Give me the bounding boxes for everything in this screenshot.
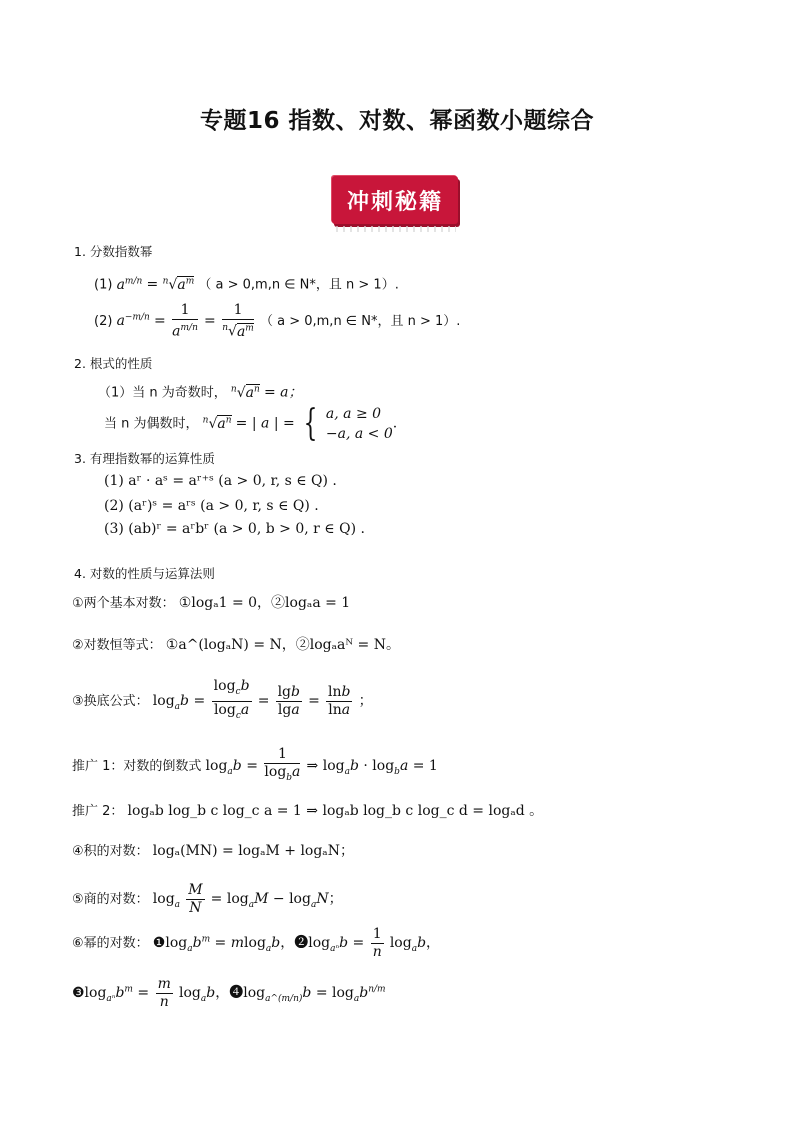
log-quotient: ⑤商的对数： $\log_a$ $\frac{M}{N}$ = $\log_aM - \log_aN$；: [72, 882, 343, 916]
generalization-2: [72, 802, 543, 821]
generalization-1-label: 推广 1：对数的倒数式: [72, 758, 202, 774]
formula-1-1: (1) $a^{m/n} = ^n√a^m$ （ a > 0,m,n ∈ N*，且 n > 1）.: [94, 276, 399, 293]
formula-1-2-condition: （ a > 0,m,n ∈ N*，且 n > 1）.: [259, 313, 461, 329]
log-product: [72, 842, 354, 861]
log-basic-math: ①logₐ1 = 0，②logₐa = 1: [178, 595, 351, 611]
page-title: 专题16 指数、对数、幂函数小题综合: [199, 108, 594, 134]
log-identity-label: ②对数恒等式：: [72, 638, 162, 653]
log-power: ⑥幂的对数： $❶\log_ab^m = mlog_ab$，$❷\log_{a^n}b$ = $\frac{1}{n}$ $\log_ab$，: [72, 926, 441, 960]
root-even-eq: = | a | =: [235, 415, 295, 432]
log-identity: [72, 636, 400, 655]
root-odd-text: （1）当 n 为奇数时，: [98, 385, 227, 401]
formula-1-2-label: (2): [94, 313, 113, 329]
formula-1-2: (2) $a^{-m/n}$ = $\frac{1}{a^{m/n}}$ = $\frac{1}{^n√a^m}$ （ a > 0,m,n ∈ N*，且 n > 1）.: [94, 302, 461, 340]
section-4-heading: 4. 对数的性质与运算法则: [74, 566, 215, 581]
generalization-2-label: 推广 2：: [72, 804, 124, 819]
root-even: 当 n 为偶数时， $^n√a^n$ = | a | = { a, a ≥ 0 −a, a < 0 .: [104, 403, 398, 444]
root-odd: （1）当 n 为奇数时， $^n√a^n = a$；: [98, 384, 303, 401]
log-product-label: ④积的对数：: [72, 844, 149, 859]
section-badge: 冲刺秘籍: [332, 176, 458, 224]
change-of-base-label: ③换底公式：: [72, 693, 149, 709]
root-even-text: 当 n 为偶数时，: [104, 416, 199, 432]
log-quotient-label: ⑤商的对数：: [72, 892, 149, 907]
formula-1-1-label: (1): [94, 277, 113, 293]
section-3-heading: 3. 有理指数幂的运算性质: [74, 451, 215, 466]
section-1-heading: 1. 分数指数幂: [74, 244, 153, 259]
formula-1-1-condition: （ a > 0,m,n ∈ N*，且 n > 1）.: [198, 277, 399, 293]
change-of-base: ③换底公式： $\log_ab$ = $\frac{\log_cb}{\log_ca}$ = $\frac{\lg b}{\lg a}$ = $\frac{\ln b}{\ln a}$ ；: [72, 678, 373, 721]
log-product-math: logₐ(MN) = logₐM + logₐN；: [152, 843, 354, 859]
log-power-label: ⑥幂的对数：: [72, 936, 149, 951]
exp-rule-1: (1) aʳ · aˢ = aʳ⁺ˢ (a > 0, r, s ∈ Q) .: [104, 473, 337, 489]
exp-rule-3: (3) (ab)ʳ = aʳbʳ (a > 0, b > 0, r ∈ Q) .: [104, 521, 365, 537]
log-identity-math: ①a^(logₐN) = N，②logₐaᴺ = N。: [165, 637, 400, 653]
log-basic-label: ①两个基本对数：: [72, 596, 175, 611]
generalization-1: 推广 1：对数的倒数式 $\log_ab$ = $\frac{1}{\log_ba}$ ⇒ $\log_ab \cdot \log_ba = 1$: [72, 746, 438, 783]
badge-decoration: [336, 226, 456, 232]
log-basic: [72, 594, 350, 613]
case-2: −a, a < 0: [325, 426, 393, 442]
log-power-2: $❸\log_{a^n}b^m$ = $\frac{m}{n}$ $\log_ab$，$❹\log_{a\^{}(m/n)}b = \log_ab^{n/m}$: [72, 976, 386, 1010]
generalization-2-math: logₐb log_b c log_c a = 1 ⇒ logₐb log_b c log_c d = logₐd 。: [127, 803, 544, 819]
section-2-heading: 2. 根式的性质: [74, 356, 153, 371]
root-even-cases: [326, 404, 393, 444]
root-odd-eq: = a；: [263, 384, 303, 401]
exp-rule-2: (2) (aʳ)ˢ = aʳˢ (a > 0, r, s ∈ Q) .: [104, 498, 319, 514]
case-1: a, a ≥ 0: [325, 406, 382, 422]
